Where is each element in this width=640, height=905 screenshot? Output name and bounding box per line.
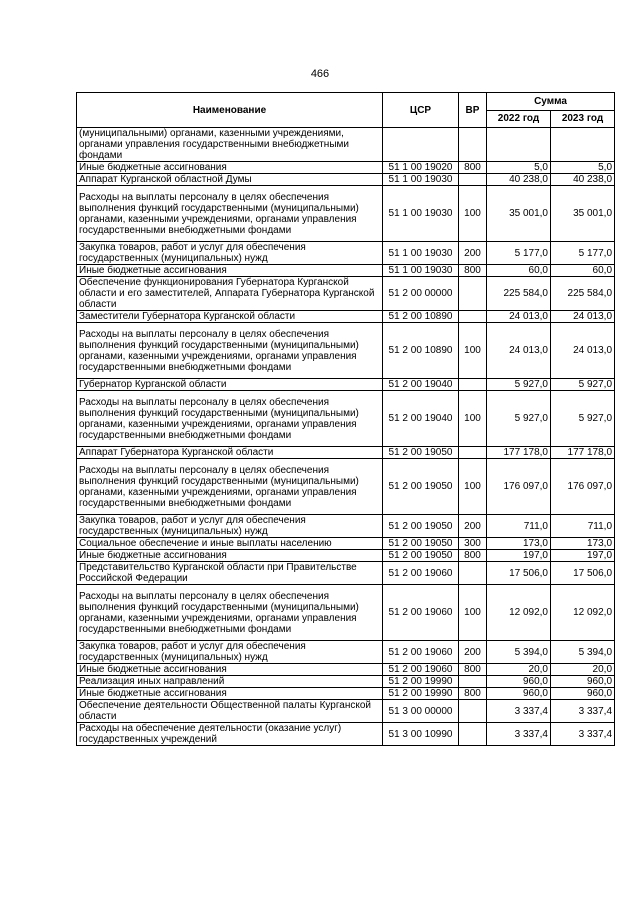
row-name-cell: Закупка товаров, работ и услуг для обеспечения государственных (муниципальных) нужд [77, 515, 383, 538]
row-vr-cell [459, 562, 487, 585]
row-csr-cell: 51 2 00 10890 [383, 311, 459, 323]
row-sum-2023-cell: 3 337,4 [551, 723, 615, 746]
row-csr-cell [383, 128, 459, 162]
row-csr-cell: 51 2 00 19060 [383, 562, 459, 585]
table-row [77, 550, 615, 562]
row-vr-cell [459, 379, 487, 391]
row-sum-2022-cell: 5 927,0 [487, 391, 551, 447]
row-vr-cell [459, 311, 487, 323]
table-row [77, 323, 615, 379]
row-csr-cell: 51 2 00 19060 [383, 585, 459, 641]
table-row [77, 515, 615, 538]
table-row [77, 242, 615, 265]
row-csr-cell: 51 2 00 19060 [383, 641, 459, 664]
row-sum-2023-cell: 177 178,0 [551, 447, 615, 459]
row-vr-cell: 300 [459, 538, 487, 550]
row-vr-cell: 800 [459, 265, 487, 277]
row-sum-2022-cell: 197,0 [487, 550, 551, 562]
row-csr-cell: 51 1 00 19030 [383, 186, 459, 242]
row-sum-2022-cell: 176 097,0 [487, 459, 551, 515]
row-sum-2023-cell: 24 013,0 [551, 323, 615, 379]
row-sum-2023-cell: 5 927,0 [551, 391, 615, 447]
row-sum-2022-cell: 3 337,4 [487, 700, 551, 723]
table-row [77, 447, 615, 459]
table-row [77, 664, 615, 676]
row-vr-cell [459, 723, 487, 746]
row-csr-cell: 51 2 00 19050 [383, 550, 459, 562]
row-sum-2022-cell: 5 177,0 [487, 242, 551, 265]
row-name-cell: Расходы на выплаты персоналу в целях обеспечения выполнения функций государственными (муниципальными) органами, казенными учреждениями, органами управления государственными внебюджетными фондами [77, 459, 383, 515]
row-csr-cell: 51 3 00 00000 [383, 700, 459, 723]
table-row [77, 700, 615, 723]
row-vr-cell: 100 [459, 391, 487, 447]
row-sum-2022-cell: 5 927,0 [487, 379, 551, 391]
table-body [77, 128, 615, 746]
row-sum-2023-cell: 3 337,4 [551, 700, 615, 723]
row-name-cell: Расходы на выплаты персоналу в целях обеспечения выполнения функций государственными (муниципальными) органами, казенными учреждениями, органами управления государственными внебюджетными фондами [77, 323, 383, 379]
row-sum-2022-cell: 5,0 [487, 162, 551, 174]
row-sum-2023-cell: 35 001,0 [551, 186, 615, 242]
table-row [77, 723, 615, 746]
row-name-cell: Иные бюджетные ассигнования [77, 265, 383, 277]
row-sum-2022-cell: 12 092,0 [487, 585, 551, 641]
row-sum-2023-cell: 173,0 [551, 538, 615, 550]
row-sum-2023-cell: 24 013,0 [551, 311, 615, 323]
row-name-cell: Заместители Губернатора Курганской области [77, 311, 383, 323]
row-sum-2023-cell: 5 177,0 [551, 242, 615, 265]
row-csr-cell: 51 2 00 19990 [383, 676, 459, 688]
row-csr-cell: 51 2 00 19050 [383, 447, 459, 459]
row-sum-2022-cell: 960,0 [487, 688, 551, 700]
row-name-cell: Губернатор Курганской области [77, 379, 383, 391]
row-vr-cell [459, 700, 487, 723]
row-name-cell: Расходы на обеспечение деятельности (оказание услуг) государственных учреждений [77, 723, 383, 746]
row-sum-2022-cell [487, 128, 551, 162]
table-row [77, 186, 615, 242]
table-row [77, 162, 615, 174]
row-csr-cell: 51 2 00 19060 [383, 664, 459, 676]
row-sum-2022-cell: 20,0 [487, 664, 551, 676]
header-csr: ЦСР [383, 93, 459, 128]
row-sum-2022-cell: 3 337,4 [487, 723, 551, 746]
row-sum-2022-cell: 35 001,0 [487, 186, 551, 242]
row-sum-2022-cell: 60,0 [487, 265, 551, 277]
row-name-cell: Расходы на выплаты персоналу в целях обеспечения выполнения функций государственными (муниципальными) органами, казенными учреждениями, органами управления государственными внебюджетными фондами [77, 391, 383, 447]
row-sum-2023-cell: 5,0 [551, 162, 615, 174]
row-vr-cell: 800 [459, 550, 487, 562]
row-name-cell: Расходы на выплаты персоналу в целях обеспечения выполнения функций государственными (муниципальными) органами, казенными учреждениями, органами управления государственными внебюджетными фондами [77, 585, 383, 641]
row-csr-cell: 51 1 00 19030 [383, 174, 459, 186]
row-sum-2022-cell: 960,0 [487, 676, 551, 688]
table-row [77, 676, 615, 688]
row-csr-cell: 51 2 00 00000 [383, 277, 459, 311]
row-vr-cell: 100 [459, 186, 487, 242]
row-csr-cell: 51 3 00 10990 [383, 723, 459, 746]
row-vr-cell: 200 [459, 242, 487, 265]
row-sum-2023-cell: 17 506,0 [551, 562, 615, 585]
row-sum-2022-cell: 225 584,0 [487, 277, 551, 311]
row-csr-cell: 51 2 00 19040 [383, 379, 459, 391]
row-sum-2023-cell: 5 394,0 [551, 641, 615, 664]
row-name-cell: Аппарат Курганской областной Думы [77, 174, 383, 186]
row-vr-cell: 100 [459, 459, 487, 515]
row-name-cell: (муниципальными) органами, казенными учреждениями, органами управления государственными внебюджетными фондами [77, 128, 383, 162]
row-sum-2022-cell: 24 013,0 [487, 323, 551, 379]
row-csr-cell: 51 2 00 19050 [383, 515, 459, 538]
row-name-cell: Закупка товаров, работ и услуг для обеспечения государственных (муниципальных) нужд [77, 641, 383, 664]
row-sum-2022-cell: 40 238,0 [487, 174, 551, 186]
row-csr-cell: 51 2 00 19040 [383, 391, 459, 447]
table-row [77, 459, 615, 515]
header-year-2022: 2022 год [487, 110, 551, 128]
row-sum-2023-cell: 12 092,0 [551, 585, 615, 641]
budget-table [76, 92, 615, 746]
row-sum-2023-cell: 960,0 [551, 676, 615, 688]
row-vr-cell: 800 [459, 688, 487, 700]
row-csr-cell: 51 1 00 19030 [383, 265, 459, 277]
row-vr-cell [459, 128, 487, 162]
row-sum-2023-cell [551, 128, 615, 162]
row-vr-cell: 800 [459, 664, 487, 676]
row-vr-cell: 200 [459, 515, 487, 538]
table-row [77, 562, 615, 585]
row-sum-2023-cell: 60,0 [551, 265, 615, 277]
row-vr-cell [459, 447, 487, 459]
row-sum-2023-cell: 176 097,0 [551, 459, 615, 515]
row-sum-2022-cell: 17 506,0 [487, 562, 551, 585]
row-vr-cell: 100 [459, 585, 487, 641]
row-csr-cell: 51 2 00 10890 [383, 323, 459, 379]
table-header [77, 93, 615, 128]
table-row [77, 265, 615, 277]
row-sum-2022-cell: 5 394,0 [487, 641, 551, 664]
table-row [77, 641, 615, 664]
row-sum-2023-cell: 225 584,0 [551, 277, 615, 311]
row-name-cell: Иные бюджетные ассигнования [77, 162, 383, 174]
row-vr-cell [459, 174, 487, 186]
row-name-cell: Социальное обеспечение и иные выплаты населению [77, 538, 383, 550]
row-vr-cell: 200 [459, 641, 487, 664]
row-sum-2023-cell: 5 927,0 [551, 379, 615, 391]
header-vr: ВР [459, 93, 487, 128]
row-vr-cell: 100 [459, 323, 487, 379]
table-row [77, 128, 615, 162]
row-name-cell: Иные бюджетные ассигнования [77, 688, 383, 700]
row-name-cell: Реализация иных направлений [77, 676, 383, 688]
row-sum-2023-cell: 20,0 [551, 664, 615, 676]
row-sum-2023-cell: 711,0 [551, 515, 615, 538]
row-sum-2022-cell: 24 013,0 [487, 311, 551, 323]
row-csr-cell: 51 2 00 19050 [383, 459, 459, 515]
row-name-cell: Закупка товаров, работ и услуг для обеспечения государственных (муниципальных) нужд [77, 242, 383, 265]
row-sum-2022-cell: 173,0 [487, 538, 551, 550]
table-row [77, 379, 615, 391]
row-name-cell: Обеспечение деятельности Общественной палаты Курганской области [77, 700, 383, 723]
row-vr-cell [459, 277, 487, 311]
row-sum-2023-cell: 40 238,0 [551, 174, 615, 186]
row-csr-cell: 51 2 00 19990 [383, 688, 459, 700]
table-row [77, 585, 615, 641]
table-row [77, 538, 615, 550]
table-row [77, 311, 615, 323]
header-year-2023: 2023 год [551, 110, 615, 128]
row-name-cell: Обеспечение функционирования Губернатора Курганской области и его заместителей, Аппарата Губернатора Курганской области [77, 277, 383, 311]
table-row [77, 688, 615, 700]
page-number: 466 [310, 68, 330, 80]
row-csr-cell: 51 2 00 19050 [383, 538, 459, 550]
row-csr-cell: 51 1 00 19020 [383, 162, 459, 174]
header-sum: Сумма [487, 93, 615, 111]
row-name-cell: Иные бюджетные ассигнования [77, 664, 383, 676]
row-name-cell: Аппарат Губернатора Курганской области [77, 447, 383, 459]
row-sum-2023-cell: 197,0 [551, 550, 615, 562]
table-row [77, 277, 615, 311]
row-vr-cell [459, 676, 487, 688]
header-name: Наименование [77, 93, 383, 128]
row-sum-2022-cell: 711,0 [487, 515, 551, 538]
row-csr-cell: 51 1 00 19030 [383, 242, 459, 265]
table-row [77, 174, 615, 186]
row-sum-2023-cell: 960,0 [551, 688, 615, 700]
table-row [77, 391, 615, 447]
row-name-cell: Иные бюджетные ассигнования [77, 550, 383, 562]
row-name-cell: Расходы на выплаты персоналу в целях обеспечения выполнения функций государственными (муниципальными) органами, казенными учреждениями, органами управления государственными внебюджетными фондами [77, 186, 383, 242]
row-vr-cell: 800 [459, 162, 487, 174]
row-name-cell: Представительство Курганской области при Правительстве Российской Федерации [77, 562, 383, 585]
row-sum-2022-cell: 177 178,0 [487, 447, 551, 459]
